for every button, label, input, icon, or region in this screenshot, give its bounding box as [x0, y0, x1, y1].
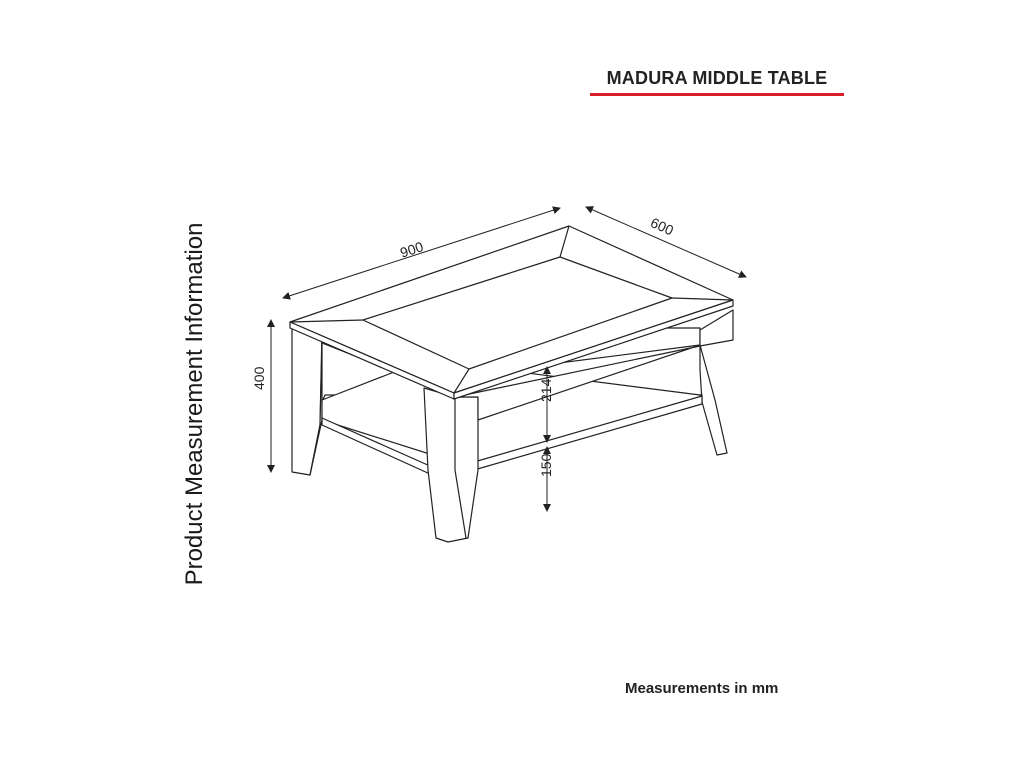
measurement-note: Measurements in mm	[625, 680, 779, 697]
leg-back-left	[292, 326, 322, 475]
page-title: MADURA MIDDLE TABLE	[606, 68, 828, 88]
height-label: 400	[251, 366, 267, 390]
side-label: Product Measurement Information	[181, 222, 208, 586]
leg-clearance-label: 150	[538, 453, 554, 477]
depth-label: 600	[648, 214, 677, 239]
shelf-gap-label: 214	[538, 378, 554, 402]
leg-back-right	[700, 345, 727, 455]
leg-front	[424, 388, 478, 542]
length-label: 900	[398, 238, 426, 261]
